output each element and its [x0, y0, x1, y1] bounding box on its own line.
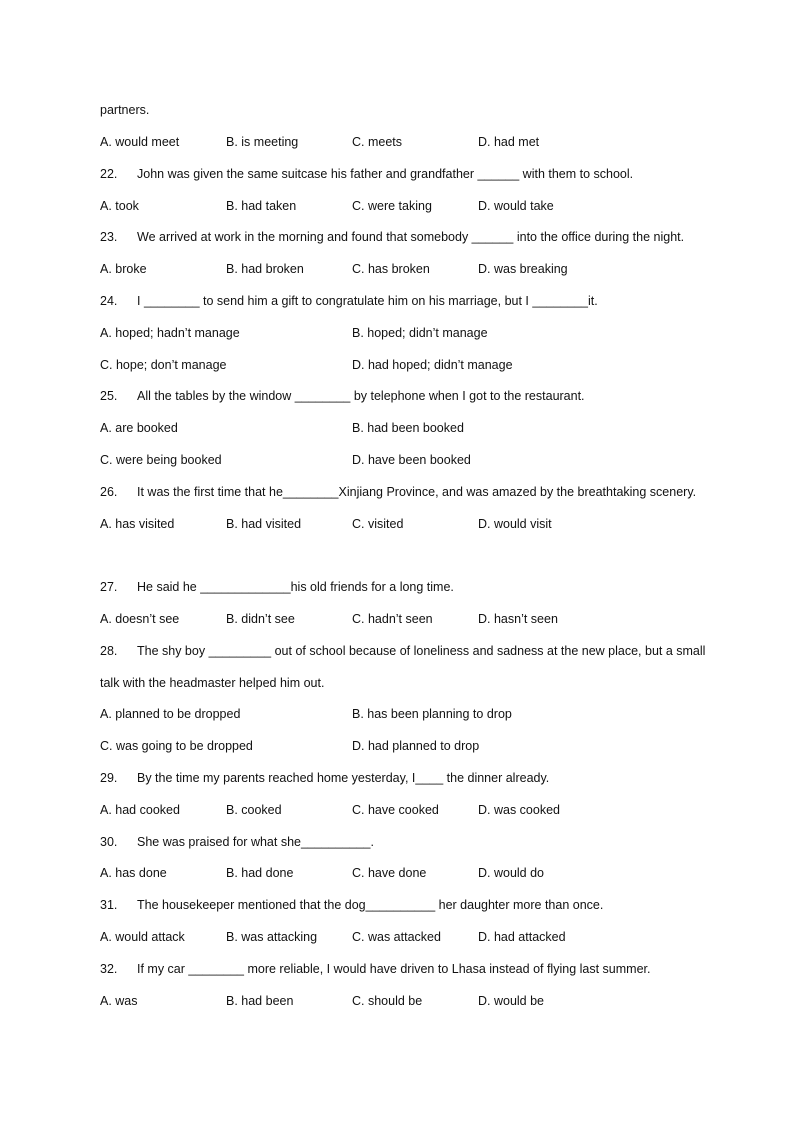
option-d: D. had attacked [478, 930, 566, 944]
option-c: C. visited [352, 517, 404, 531]
option-a: A. was [100, 994, 138, 1008]
option-b: B. has been planning to drop [352, 707, 512, 721]
option-a: A. broke [100, 262, 147, 276]
question-number: 25. [100, 389, 118, 403]
option-c: C. should be [352, 994, 423, 1008]
option-a: A. planned to be dropped [100, 707, 241, 721]
option-d: D. was breaking [478, 262, 568, 276]
option-d: D. was cooked [478, 803, 560, 817]
option-b: B. cooked [226, 803, 282, 817]
option-d: D. would take [478, 199, 554, 213]
option-a: A. doesn’t see [100, 612, 180, 626]
option-c: C. were taking [352, 199, 432, 213]
question-text: John was given the same suitcase his father and grandfather ______ with them to school. [137, 167, 634, 181]
question-number: 22. [100, 167, 118, 181]
option-c: C. was going to be dropped [100, 739, 253, 753]
option-b: B. hoped; didn’t manage [352, 326, 488, 340]
option-b: B. didn’t see [226, 612, 295, 626]
option-d: D. would be [478, 994, 545, 1008]
question-text: All the tables by the window ________ by telephone when I got to the restaurant. [137, 389, 585, 403]
option-c: C. have cooked [352, 803, 439, 817]
option-a: A. hoped; hadn’t manage [100, 326, 240, 340]
option-c: C. was attacked [352, 930, 441, 944]
option-c: C. meets [352, 135, 403, 149]
option-c: C. have done [352, 866, 427, 880]
question-number: 27. [100, 580, 118, 594]
question-text: If my car ________ more reliable, I would have driven to Lhasa instead of flying last summer. [137, 962, 651, 976]
option-d: D. have been booked [352, 453, 471, 467]
option-a: A. would attack [100, 930, 185, 944]
question-number: 31. [100, 898, 118, 912]
option-c: C. hope; don’t manage [100, 358, 227, 372]
option-a: A. are booked [100, 421, 178, 435]
intro-line: partners. [100, 103, 150, 117]
question-number: 32. [100, 962, 118, 976]
option-d: D. would do [478, 866, 545, 880]
question-number: 30. [100, 835, 118, 849]
question-number: 24. [100, 294, 118, 308]
option-a: A. would meet [100, 135, 180, 149]
option-c: C. hadn’t seen [352, 612, 433, 626]
question-number: 26. [100, 485, 118, 499]
option-b: B. had visited [226, 517, 302, 531]
option-a: A. has done [100, 866, 167, 880]
option-d: D. had planned to drop [352, 739, 480, 753]
option-b: B. had been [226, 994, 294, 1008]
question-text-continued: talk with the headmaster helped him out. [100, 676, 325, 690]
option-d: D. had met [478, 135, 540, 149]
option-b: B. had been booked [352, 421, 464, 435]
option-c: C. has broken [352, 262, 430, 276]
question-number: 23. [100, 230, 118, 244]
option-a: A. has visited [100, 517, 175, 531]
option-b: B. is meeting [226, 135, 299, 149]
option-a: A. had cooked [100, 803, 180, 817]
option-d: D. had hoped; didn’t manage [352, 358, 513, 372]
option-d: D. would visit [478, 517, 552, 531]
question-number: 28. [100, 644, 118, 658]
option-b: B. had done [226, 866, 294, 880]
option-a: A. took [100, 199, 139, 213]
question-text: We arrived at work in the morning and found that somebody ______ into the office during the night. [137, 230, 685, 244]
question-text: By the time my parents reached home yesterday, I____ the dinner already. [137, 771, 550, 785]
option-b: B. had broken [226, 262, 304, 276]
question-text: She was praised for what she__________. [137, 835, 374, 849]
option-d: D. hasn’t seen [478, 612, 558, 626]
question-text: The shy boy _________ out of school because of loneliness and sadness at the new place, but a small [137, 644, 706, 658]
question-text: The housekeeper mentioned that the dog__________ her daughter more than once. [137, 898, 604, 912]
question-number: 29. [100, 771, 118, 785]
option-b: B. was attacking [226, 930, 318, 944]
option-c: C. were being booked [100, 453, 222, 467]
question-text: He said he _____________his old friends for a long time. [137, 580, 454, 594]
question-text: I ________ to send him a gift to congratulate him on his marriage, but I ________it. [137, 294, 598, 308]
option-b: B. had taken [226, 199, 297, 213]
question-text: It was the first time that he________Xinjiang Province, and was amazed by the breathtaking scenery. [137, 485, 697, 499]
